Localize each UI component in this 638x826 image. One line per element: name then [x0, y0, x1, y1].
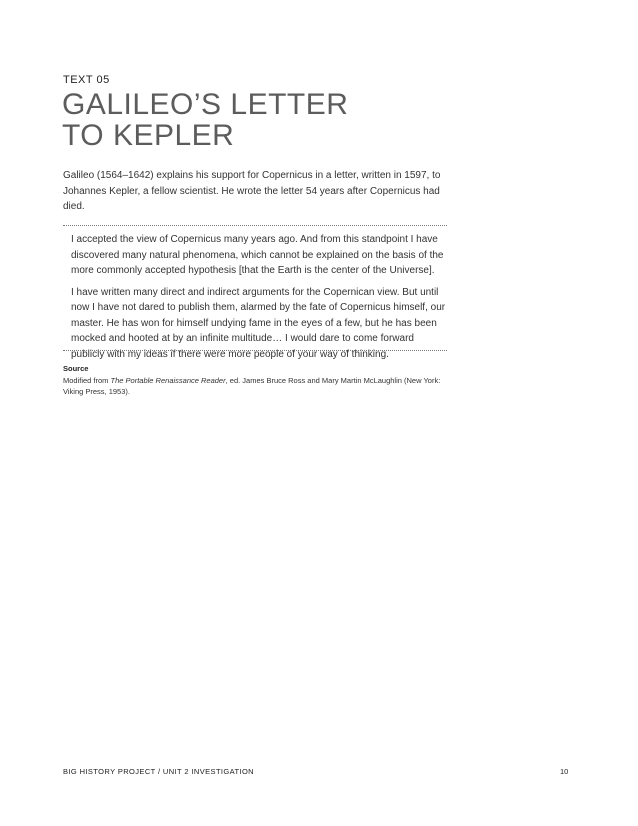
page-title-line-2: TO KEPLER: [62, 119, 235, 152]
source-citation: [63, 363, 443, 398]
source-suffix: , ed. James Bruce Ross and Mary Martin McLaughlin (New York: Viking Press, 1953).: [63, 375, 441, 396]
source-prefix: Modified from: [63, 375, 111, 385]
footer-project-label: BIG HISTORY PROJECT / UNIT 2 INVESTIGATION: [63, 767, 255, 776]
quote-paragraph: I have written many direct and indirect arguments for the Copernican view. But until now I have not dared to publish them, alarmed by the fate of Copernicus himself, our master. He has won for himself undying fame in the eyes of a few, but he has been mocked and hooted at by an infinite multitude… I would dare to come forward publicly with my ideas if there were more people of your way of thinking.: [71, 286, 446, 360]
source-book-title: The Portable Renaissance Reader: [110, 375, 226, 385]
quote-top-divider: [63, 225, 447, 226]
footer-page-number: 10: [560, 767, 569, 776]
quote-bottom-divider: [63, 350, 447, 351]
text-number-label: TEXT 05: [63, 74, 110, 86]
quote-paragraph: I accepted the view of Copernicus many years ago. And from this standpoint I have discovered many natural phenomena, which cannot be explained on the basis of the more commonly accepted hypothesis [that the Earth is the center of the Universe].: [71, 234, 444, 276]
letter-quote: [71, 232, 447, 368]
intro-paragraph: Galileo (1564–1642) explains his support for Copernicus in a letter, written in 1597, to Johannes Kepler, a fellow scientist. He wrote the letter 54 years after Copernicus had died.: [63, 170, 441, 212]
page-title: [62, 89, 482, 151]
source-label: Source: [63, 364, 89, 373]
page-title-line-1: GALILEO’S LETTER: [62, 88, 349, 121]
